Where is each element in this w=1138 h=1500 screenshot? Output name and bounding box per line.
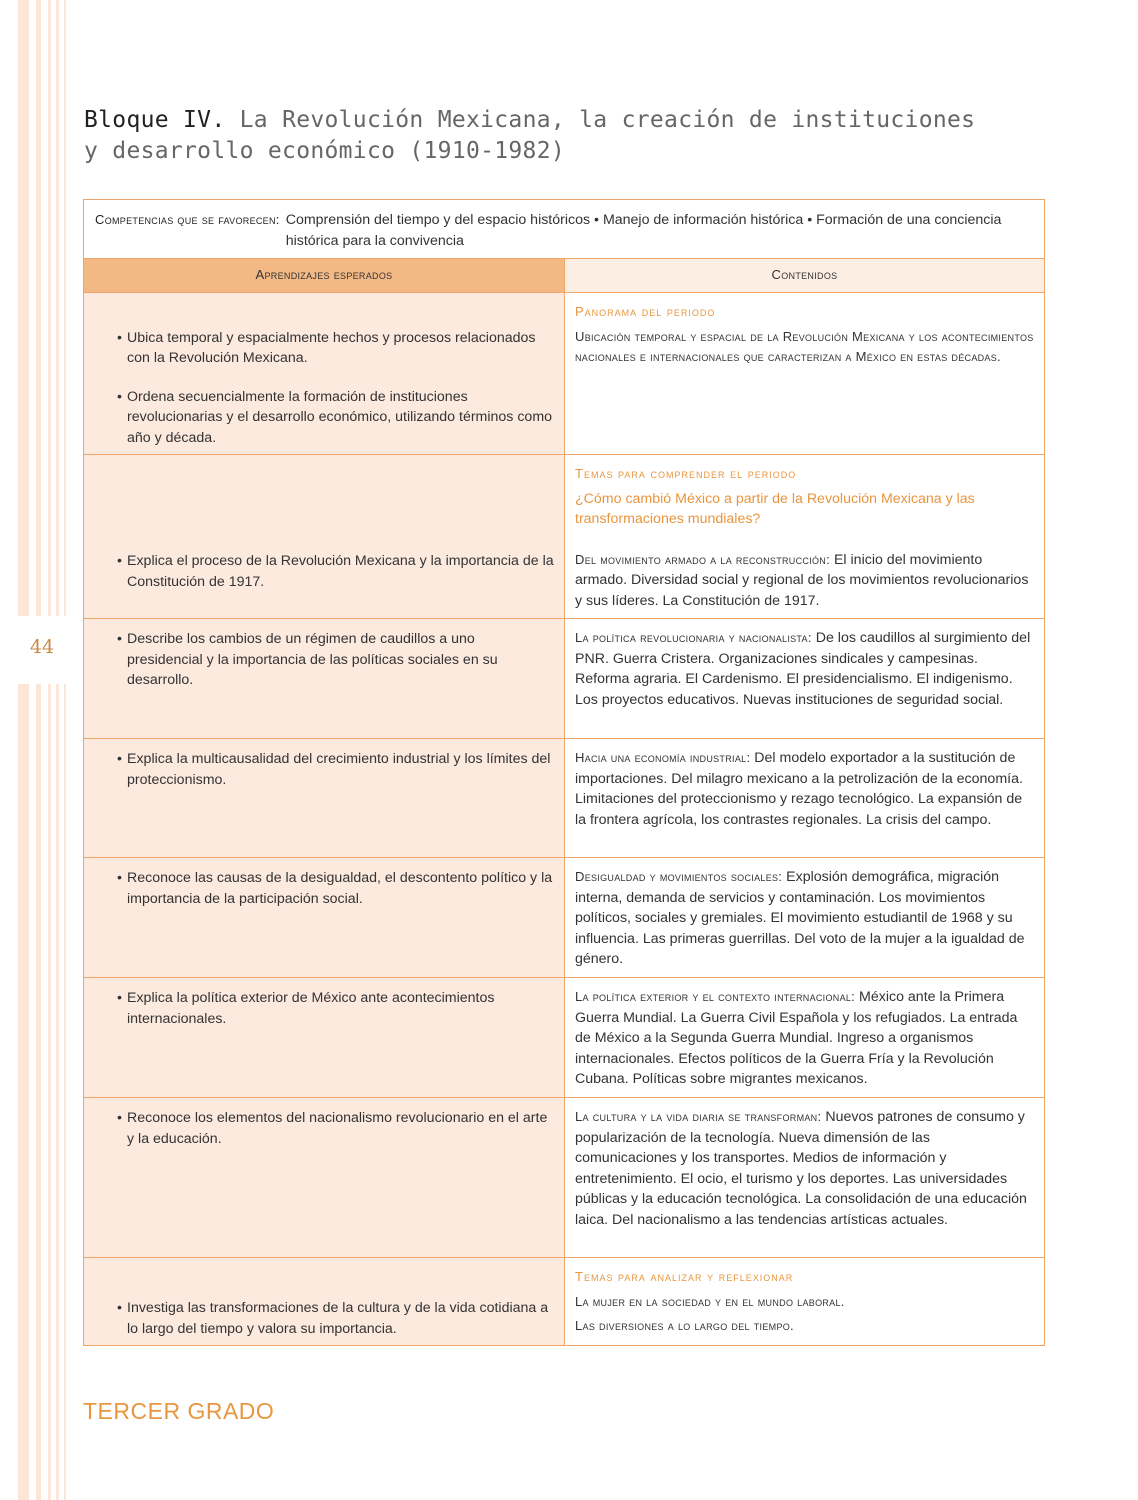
contenido-lead: Ubicación temporal y espacial de la Revolución Mexicana y los acontecimientos nacionales e internacionales que caracterizan a México en estas décadas. xyxy=(575,328,1034,364)
contenidos-cell xyxy=(565,978,1045,1098)
contenido-text xyxy=(575,1292,1034,1313)
contenidos-cell xyxy=(565,1258,1045,1346)
contenido-lead: La mujer en la sociedad y en el mundo laboral. xyxy=(575,1293,845,1309)
aprendizajes-cell xyxy=(84,619,565,739)
decorative-stripe xyxy=(64,684,66,1500)
aprendizajes-cell xyxy=(84,978,565,1098)
aprendizajes-cell xyxy=(84,739,565,858)
decorative-stripe xyxy=(48,684,51,1500)
competencias-text: Comprensión del tiempo y del espacio históricos • Manejo de información histórica • Formación de una conciencia histórica para la convivencia xyxy=(285,212,1002,249)
header-contenidos xyxy=(565,259,1045,293)
contenidos-cell xyxy=(565,1098,1045,1258)
decorative-stripe xyxy=(18,0,29,616)
table-row xyxy=(84,619,1045,739)
contenidos-cell xyxy=(565,455,1045,619)
contenido-lead: Las diversiones a lo largo del tiempo. xyxy=(575,1318,794,1333)
table-row xyxy=(84,293,1045,455)
contenido-text xyxy=(575,550,1034,612)
contenido-text xyxy=(575,327,1034,368)
section-heading: Temas para comprender el periodo xyxy=(575,466,797,481)
contenido-body: Explosión demográfica, migración interna, demanda de servicios y contaminación. Los movimientos políticos, sociales y gremiales. El movimiento estudiantil de 1968 y su influencia. Las primeras guerrillas. Del voto de la mujer a la igualdad de género. xyxy=(575,869,1025,967)
table-row xyxy=(84,1098,1045,1258)
title-line2: y desarrollo económico (1910-1982) xyxy=(84,138,566,164)
curriculum-table xyxy=(83,199,1045,1346)
aprendizaje-item: • Explica la política exterior de México ante acontecimientos internacionales. xyxy=(127,988,554,1029)
decorative-stripe xyxy=(18,684,29,1500)
contenido-lead: La política revolucionaria y nacionalista: xyxy=(575,630,812,645)
contenido-text xyxy=(575,867,1034,970)
contenido-text xyxy=(575,628,1034,710)
page-number: 44 xyxy=(29,636,55,658)
contenido-text xyxy=(575,987,1034,1090)
aprendizajes-cell xyxy=(84,1258,565,1346)
contenido-body: El inicio del movimiento armado. Diversidad social y regional de los movimientos revolucionarios y sus líderes. La Constitución de 1917. xyxy=(575,551,1029,609)
aprendizaje-item: • Describe los cambios de un régimen de caudillos a uno presidencial y la importancia de las políticas sociales en su desarrollo. xyxy=(127,629,554,691)
competencias-label: Competencias que se favorecen: xyxy=(95,212,280,227)
header-aprendizajes xyxy=(84,259,565,293)
contenido-lead: Del movimiento armado a la reconstrucción: xyxy=(575,551,831,567)
aprendizaje-item: • Reconoce las causas de la desigualdad, el descontento político y la importancia de la participación social. xyxy=(127,868,554,909)
aprendizajes-cell xyxy=(84,293,565,455)
contenidos-cell xyxy=(565,739,1045,858)
header-label: Aprendizajes esperados xyxy=(255,267,393,283)
contenido-lead: Desigualdad y movimientos sociales: xyxy=(575,869,783,884)
aprendizaje-item: • Reconoce los elementos del nacionalismo revolucionario en el arte y la educación. xyxy=(127,1108,554,1149)
decorative-stripe xyxy=(64,0,66,616)
section-heading: Panorama del periodo xyxy=(575,304,716,319)
contenido-lead: La cultura y la vida diaria se transforman: xyxy=(575,1109,822,1124)
contenido-text xyxy=(575,748,1034,830)
table-row xyxy=(84,455,1045,619)
page-title xyxy=(84,105,975,167)
contenido-body: Nuevos patrones de consumo y popularización de la tecnología. Nueva dimensión de las comunicaciones y los transportes. Medios de información y entretenimiento. El ocio, el turismo y los deportes. Las universidades públicas y la educación tecnológica. La consolidación de una educación laica. Del nacionalismo a las tendencias artísticas actuales. xyxy=(575,1109,1027,1228)
aprendizaje-item: • Explica la multicausalidad del crecimiento industrial y los límites del proteccionismo. xyxy=(127,749,554,790)
decorative-stripe xyxy=(36,0,41,616)
aprendizaje-item: • Investiga las transformaciones de la cultura y de la vida cotidiana a lo largo del tiempo y valora su importancia. xyxy=(127,1298,554,1339)
contenido-body: México ante la Primera Guerra Mundial. La Guerra Civil Española y los refugiados. La entrada de México a la Segunda Guerra Mundial. Ingreso a organismos internacionales. Efectos políticos de la Guerra Fría y la Revolución Cubana. Políticas sobre migrantes mexicanos. xyxy=(575,989,1018,1087)
contenido-body: De los caudillos al surgimiento del PNR. Guerra Cristera. Organizaciones sindicales y campesinas. Reforma agraria. El Cardenismo. El presidencialismo. El indigenismo. Los proyectos educativos. Nuevas instituciones de seguridad social. xyxy=(575,630,1031,708)
table-row xyxy=(84,858,1045,978)
contenido-lead: Hacia una economía industrial: xyxy=(575,750,751,765)
aprendizaje-item: • Ordena secuencialmente la formación de instituciones revolucionarias y el desarrollo económico, utilizando términos como año y década. xyxy=(127,387,554,449)
decorative-stripe xyxy=(56,0,59,616)
competencias-row xyxy=(84,200,1045,259)
aprendizaje-item: • Ubica temporal y espacialmente hechos y procesos relacionados con la Revolución Mexicana. xyxy=(127,328,554,369)
contenido-text xyxy=(575,1107,1034,1230)
guiding-question: ¿Cómo cambió México a partir de la Revolución Mexicana y las transformaciones mundiales? xyxy=(575,490,975,527)
block-label: Bloque IV. xyxy=(84,107,226,133)
aprendizajes-cell xyxy=(84,858,565,978)
contenido-lead: La política exterior y el contexto internacional: xyxy=(575,989,856,1004)
aprendizaje-item: • Explica el proceso de la Revolución Mexicana y la importancia de la Constitución de 1917. xyxy=(127,551,554,592)
section-heading: Temas para analizar y reflexionar xyxy=(575,1269,794,1284)
decorative-stripe xyxy=(56,684,59,1500)
table-row xyxy=(84,1258,1045,1346)
contenidos-cell xyxy=(565,858,1045,978)
decorative-stripe xyxy=(48,0,51,616)
table-row xyxy=(84,739,1045,858)
grade-footer: TERCER GRADO xyxy=(83,1398,275,1424)
contenido-body: Del modelo exportador a la sustitución de importaciones. Del milagro mexicano a la petrolización de la economía. Limitaciones del proteccionismo y rezago tecnológico. La expansión de la frontera agrícola, los contrastes regionales. La crisis del campo. xyxy=(575,750,1023,828)
contenidos-cell xyxy=(565,619,1045,739)
title-line1: La Revolución Mexicana, la creación de instituciones xyxy=(225,107,976,133)
aprendizajes-cell xyxy=(84,1098,565,1258)
decorative-stripe xyxy=(36,684,41,1500)
contenidos-cell xyxy=(565,293,1045,455)
header-label: Contenidos xyxy=(771,267,838,283)
aprendizajes-cell xyxy=(84,455,565,619)
table-row xyxy=(84,978,1045,1098)
